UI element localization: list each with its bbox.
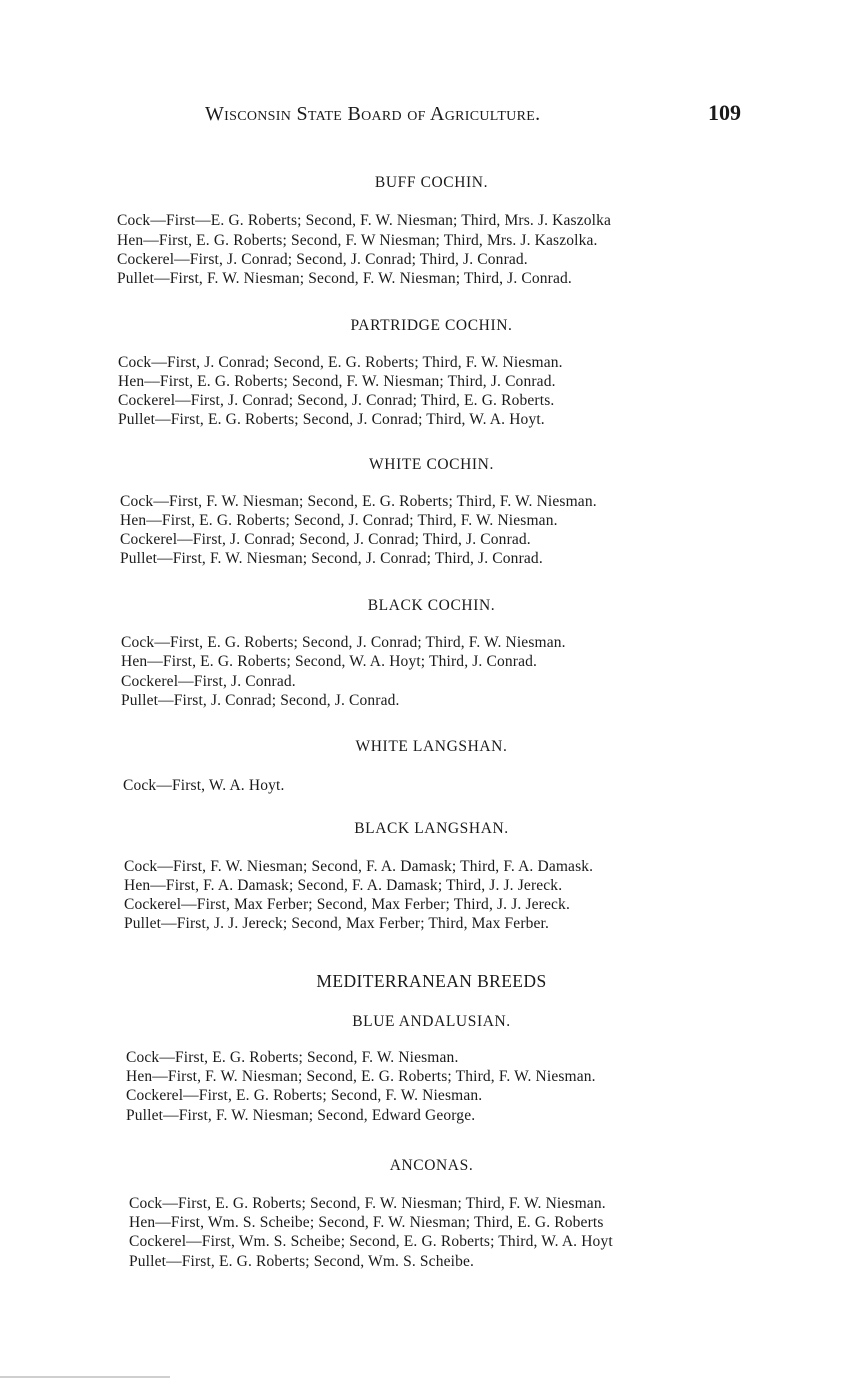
award-entry: Hen—First, Wm. S. Scheibe; Second, F. W. Niesman; Third, E. G. Roberts <box>129 1214 604 1231</box>
award-entry: Hen—First, E. G. Roberts; Second, F. W Niesman; Third, Mrs. J. Kaszolka. <box>117 232 598 249</box>
section-heading: ANCONAS. <box>389 1157 474 1174</box>
award-entry: Pullet—First, F. W. Niesman; Second, F. W. Niesman; Third, J. Conrad. <box>117 270 572 287</box>
award-entry: Cockerel—First, Wm. S. Scheibe; Second, E. G. Roberts; Third, W. A. Hoyt <box>129 1233 613 1250</box>
section-heading: BLACK COCHIN. <box>367 597 496 614</box>
award-entry: Pullet—First, E. G. Roberts; Second, J. Conrad; Third, W. A. Hoyt. <box>118 411 545 428</box>
section-heading: BLUE ANDALUSIAN. <box>352 1013 511 1030</box>
section-heading: BLACK LANGSHAN. <box>354 820 509 837</box>
section-heading: BUFF COCHIN. <box>374 174 489 191</box>
award-entry: Hen—First, E. G. Roberts; Second, W. A. Hoyt; Third, J. Conrad. <box>121 653 538 670</box>
award-entry: Pullet—First, E. G. Roberts; Second, Wm. S. Scheibe. <box>129 1253 475 1270</box>
award-entry: Cockerel—First, J. Conrad; Second, J. Conrad; Third, J. Conrad. <box>120 531 531 548</box>
running-title: Wisconsin State Board of Agriculture. <box>205 103 541 125</box>
page-number: 109 <box>708 100 741 125</box>
award-entry: Cock—First—E. G. Roberts; Second, F. W. Niesman; Third, Mrs. J. Kaszolka <box>117 212 612 229</box>
award-entry: Pullet—First, F. W. Niesman; Second, J. Conrad; Third, J. Conrad. <box>120 550 543 567</box>
section-heading: WHITE LANGSHAN. <box>355 738 508 755</box>
award-entry: Hen—First, F. A. Damask; Second, F. A. Damask; Third, J. J. Jereck. <box>124 877 563 894</box>
bottom-edge-rule <box>0 1376 170 1378</box>
award-entry: Cockerel—First, Max Ferber; Second, Max Ferber; Third, J. J. Jereck. <box>124 896 570 913</box>
award-entry: Cock—First, W. A. Hoyt. <box>123 777 285 794</box>
award-entry: Hen—First, E. G. Roberts; Second, F. W. Niesman; Third, J. Conrad. <box>118 373 556 390</box>
award-entry: Cockerel—First, J. Conrad; Second, J. Conrad; Third, E. G. Roberts. <box>118 392 555 409</box>
award-entry: Cock—First, E. G. Roberts; Second, F. W. Niesman; Third, F. W. Niesman. <box>129 1195 606 1212</box>
award-entry: Pullet—First, J. J. Jereck; Second, Max Ferber; Third, Max Ferber. <box>124 915 550 932</box>
section-heading: PARTRIDGE COCHIN. <box>350 317 513 334</box>
award-entry: Cock—First, F. W. Niesman; Second, E. G. Roberts; Third, F. W. Niesman. <box>120 493 597 510</box>
award-entry: Cockerel—First, E. G. Roberts; Second, F. W. Niesman. <box>126 1087 483 1104</box>
award-entry: Cockerel—First, J. Conrad. <box>121 673 296 690</box>
award-entry: Cock—First, J. Conrad; Second, E. G. Roberts; Third, F. W. Niesman. <box>118 354 563 371</box>
award-entry: Hen—First, E. G. Roberts; Second, J. Conrad; Third, F. W. Niesman. <box>120 512 558 529</box>
section-heading: WHITE COCHIN. <box>369 456 494 473</box>
award-entry: Cock—First, F. W. Niesman; Second, F. A. Damask; Third, F. A. Damask. <box>124 858 594 875</box>
award-entry: Cockerel—First, J. Conrad; Second, J. Conrad; Third, J. Conrad. <box>117 251 528 268</box>
section-heading: MEDITERRANEAN BREEDS <box>316 971 547 991</box>
award-entry: Hen—First, F. W. Niesman; Second, E. G. Roberts; Third, F. W. Niesman. <box>126 1068 596 1085</box>
award-entry: Pullet—First, F. W. Niesman; Second, Edward George. <box>126 1107 476 1124</box>
award-entry: Cock—First, E. G. Roberts; Second, F. W. Niesman. <box>126 1049 459 1066</box>
award-entry: Cock—First, E. G. Roberts; Second, J. Conrad; Third, F. W. Niesman. <box>121 634 566 651</box>
award-entry: Pullet—First, J. Conrad; Second, J. Conrad. <box>121 692 400 709</box>
